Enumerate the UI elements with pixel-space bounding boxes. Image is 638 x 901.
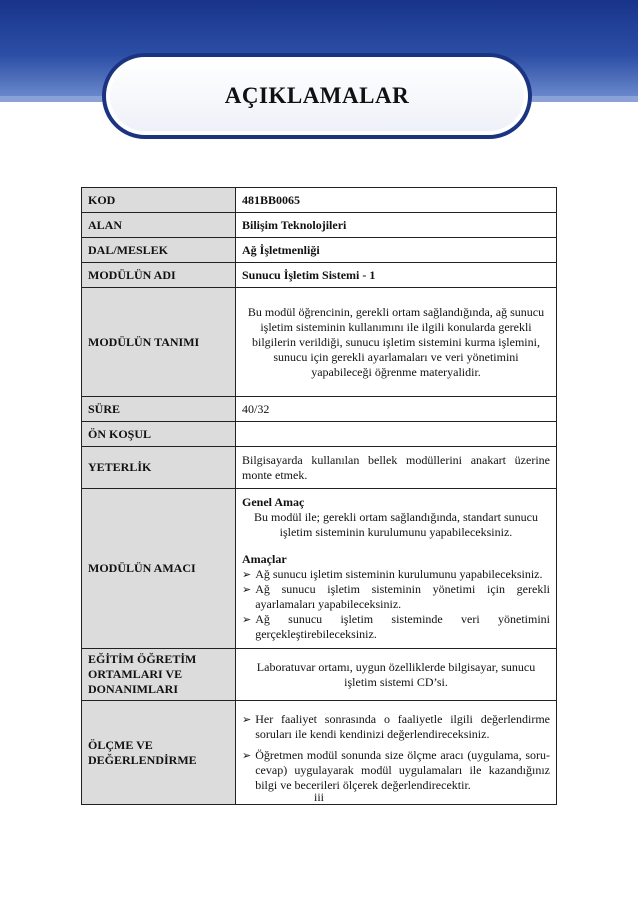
row-value-modul-adi: Sunucu İşletim Sistemi - 1 [236, 263, 557, 288]
row-label-egitim: EĞİTİM ÖĞRETİM ORTAMLARI VE DONANIMLARI [82, 649, 236, 701]
row-label-on-kosul: ÖN KOŞUL [82, 422, 236, 447]
row-label-sure: SÜRE [82, 397, 236, 422]
list-item: ➢ Her faaliyet sonrasında o faaliyetle ilgili değerlendirme soruları ile kendi kendinizi değerlendireceksiniz. [242, 712, 550, 741]
row-label-dal: DAL/MESLEK [82, 238, 236, 263]
table-row [82, 213, 557, 238]
page-title: AÇIKLAMALAR [224, 83, 410, 108]
row-value-modul-tanimi: Bu modül öğrencinin, gerekli ortam sağlandığında, ağ sunucu işletim sisteminin kullanımını ile ilgili konularda gerekli bilgilerin verildiği, sunucu işletim sistemini kurma işlemini, sunucu için gerekli ayarlamaları ve veri yönetimini yapabileceği öğrenme materyalidir. [236, 288, 557, 397]
row-label-modul-amaci: MODÜLÜN AMACI [82, 489, 236, 649]
list-item: ➢ Ağ sunucu işletim sisteminin kurulumunu yapabileceksiniz. [242, 567, 543, 581]
genel-amac-title: Genel Amaç [242, 495, 305, 509]
table-row [82, 422, 557, 447]
arrow-bullet-icon: ➢ [242, 613, 252, 626]
row-value-alan: Bilişim Teknolojileri [236, 213, 557, 238]
list-item: ➢ Öğretmen modül sonunda size ölçme aracı (uygulama, soru-cevap) uygulayarak modül uygulamaları ile kazandığınız bilgi ve becerileri ölçerek değerlendirecektir. [242, 748, 550, 792]
module-info-table [81, 187, 557, 805]
table-row [82, 238, 557, 263]
row-value-modul-amaci [236, 489, 557, 649]
row-value-yeterlik: Bilgisayarda kullanılan bellek modüllerini anakart üzerine monte etmek. [236, 447, 557, 489]
page-number: iii [313, 790, 324, 804]
table-row [82, 288, 557, 397]
table-row [82, 188, 557, 213]
list-item: ➢ Ağ sunucu işletim sisteminin yönetimi için gerekli ayarlamaları yapabileceksiniz. [242, 582, 550, 611]
arrow-bullet-icon: ➢ [242, 749, 252, 762]
row-value-olcme [236, 701, 557, 805]
row-value-on-kosul [236, 422, 557, 447]
table-row [82, 447, 557, 489]
table-row [82, 489, 557, 649]
table-row [82, 397, 557, 422]
row-value-egitim: Laboratuvar ortamı, uygun özelliklerde bilgisayar, sunucu işletim sistemi CD’si. [236, 649, 557, 701]
row-value-kod: 481BB0065 [236, 188, 557, 213]
arrow-bullet-icon: ➢ [242, 583, 252, 596]
row-label-yeterlik: YETERLİK [82, 447, 236, 489]
genel-amac-text: Bu modül ile; gerekli ortam sağlandığında, standart sunucu işletim sisteminin kurulumunu yapabileceksiniz. [254, 510, 538, 539]
arrow-bullet-icon: ➢ [242, 713, 252, 726]
row-value-sure: 40/32 [236, 397, 557, 422]
header-banner [0, 0, 638, 140]
row-value-dal: Ağ İşletmenliği [236, 238, 557, 263]
amaclar-title: Amaçlar [242, 552, 287, 566]
table-row [82, 649, 557, 701]
row-label-kod: KOD [82, 188, 236, 213]
row-label-alan: ALAN [82, 213, 236, 238]
row-label-modul-adi: MODÜLÜN ADI [82, 263, 236, 288]
row-label-olcme: ÖLÇME VE DEĞERLENDİRME [82, 701, 236, 805]
row-label-modul-tanimi: MODÜLÜN TANIMI [82, 288, 236, 397]
table-row [82, 263, 557, 288]
arrow-bullet-icon: ➢ [242, 568, 252, 581]
list-item: ➢ Ağ sunucu işletim sisteminde veri yönetimini gerçekleştirebileceksiniz. [242, 612, 550, 641]
table-row [82, 701, 557, 805]
